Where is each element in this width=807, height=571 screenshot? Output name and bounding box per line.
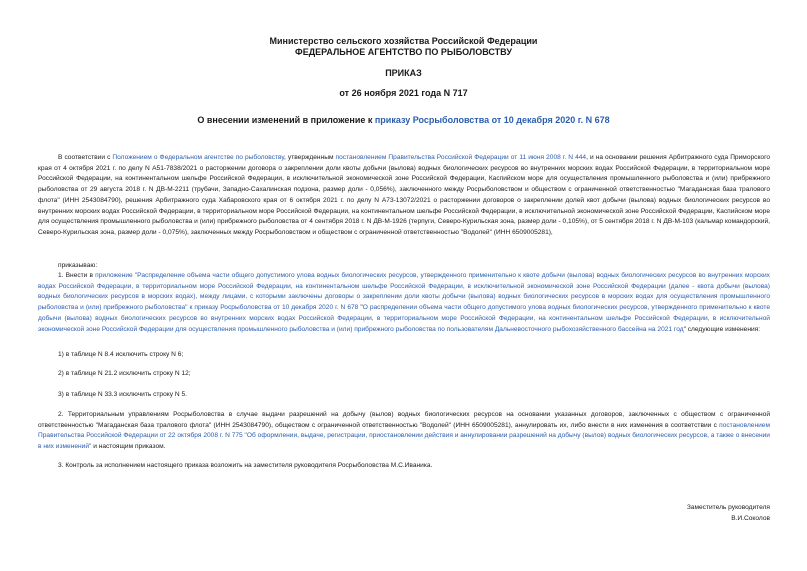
document-date-number: от 26 ноября 2021 года N 717 [339, 88, 468, 98]
government-decree-link[interactable]: постановлением Правительства Российской Федерации от 11 июня 2008 г. N 444 [335, 154, 587, 161]
order-word: приказываю: [58, 262, 98, 269]
order-678-title-link[interactable]: О распределении объема части общего допустимого улова водных биологических ресурсов, утвержденного применительно к квоте добычи (вылова) водных биологических ресурсов во внутренних морских водах Российской Федерации, в территориальном море Российской Федерации, на континентальном шельфе Российской Федерации, в исключительной экономической зоне Российской Федерации для осуществления промышленного рыболовства и (или) прибрежного рыболовства по пользователям Дальневосточного рыбохозяйственного бассейна на 2021 год [38, 304, 770, 333]
item1-text-b: " [358, 304, 363, 312]
order-item-2 [38, 410, 770, 453]
sub-item-3: 3) в таблице N 33.3 исключить строку N 5. [58, 391, 187, 398]
regulation-link[interactable]: Положением о Федеральном агентстве по рыболовству [112, 154, 285, 161]
sub-item-2: 2) в таблице N 21.2 исключить строку N 12; [58, 370, 191, 377]
sub-item-1: 1) в таблице N 8.4 исключить строку N 6; [58, 351, 184, 358]
preamble-text-c: , и на основании решения Арбитражного суда Приморского края от 4 октября 2021 г. по делу N А51-7838/2021 о расторжении договора о закреплении доли квоты добычи (вылова) водных биологических ресурсов во внутренних морских водах Российской Федерации, в территориальном море Российской Федерации, на континентальном шельфе Российской Федерации, в исключительной экономической зоне Российской Федерации, Каспийском море для осуществления промышленного рыболовства и (или) прибрежного рыболовства от 29 августа 2018 г. N ДВ-М-2211 (трубачи, Западно-Сахалинская подзона, размер доли - 0,056%), заключенного между Росрыболовством и обществом с ограниченной ответственностью "Магаданская база тралового флота" (ИНН 2543084790), решения Арбитражного суда Хабаровского края от 6 октября 2021 г. по делу N А73-13072/2021 о расторжении договоров о закреплении долей квот добычи (вылова) водных биологических ресурсов во внутренних морских водах Российской Федерации, в территориальном море Российской Федерации, на континентальном шельфе Российской Федерации, в исключительной экономической зоне Российской Федерации, Каспийском море для осуществления промышленного рыболовства и (или) прибрежного рыболовства от 4 сентября 2018 г. N ДВ-М-1926 (терпуги, Северо-Курильская зона, размер доли - 0,105%), от 5 сентября 2018 г. N ДВ-М-103 (кальмар командорский, Северо-Курильская зона, размер доли - 0,075%), заключенных между Росрыболовством и обществом с ограниченной ответственностью "Водолей" (ИНН 6509005281), [38, 154, 771, 236]
subject-order-link[interactable]: приказу Росрыболовства от 10 декабря 2020 г. N 678 [374, 115, 610, 125]
order-item-1 [38, 271, 770, 335]
preamble-paragraph [38, 153, 770, 239]
decree-775-link[interactable]: постановлением Правительства Российской Федерации от 22 октября 2008 г. N 775 "Об оформлении, выдаче, регистрации, приостановлении действия и аннулировании разрешений на добычу (вылов) водных биологических ресурсов, а также о внесении в них изменений" [38, 421, 770, 451]
agency-heading: ФЕДЕРАЛЬНОЕ АГЕНТСТВО ПО РЫБОЛОВСТВУ [295, 47, 512, 57]
item1-text-c: " следующие изменения: [683, 325, 761, 333]
preamble-text-a: В соответствии с [58, 154, 113, 161]
subject-prefix: О внесении изменений в приложение к [197, 115, 375, 125]
appendix-link[interactable]: приложение "Распределение объема части общего допустимого улова водных биологических ресурсов, утвержденного применительно к квоте добычи (вылова) водных биологических ресурсов во внутренних морских водах Российской Федерации, в территориальном море Российской Федерации, на континентальном шельфе Российской Федерации, в исключительной экономической зоне Российской Федерации (далее - квота добычи (вылова) водных биологических ресурсов в морских водах), между лицами, с которыми заключены договоры о закреплении доли квоты добычи (вылова) водных биологических ресурсов в морских водах для осуществления промышленного рыболовства и (или) прибрежного рыболовства" к приказу Росрыболовства от 10 декабря 2020 г. N 678 [38, 272, 770, 312]
signatory-position: Заместитель руководителя [686, 504, 770, 511]
item1-text-a: 1. Внести в [58, 272, 96, 279]
order-item-3: 3. Контроль за исполнением настоящего приказа возложить на заместителя руководителя Росрыболовства М.С.Иваника. [58, 462, 433, 469]
item2-text-a: 2. Территориальным управлениям Росрыболовства в случае выдачи разрешений на добычу (вылов) водных биологических ресурсов на основании указанных договоров, заключенных с обществом с ограниченной ответственностью "Магаданская база тралового флота" (ИНН 2543084790), обществом с ограниченной ответственностью "Водолей" (ИНН 6509005281), аннулировать их, либо внести в них изменения в соответствии с [38, 411, 770, 429]
document-type-title: ПРИКАЗ [385, 68, 422, 78]
ministry-heading: Министерство сельского хозяйства Российской Федерации [269, 36, 538, 46]
preamble-text-b: , утвержденным [284, 154, 336, 161]
item2-text-b: и настоящим приказом. [91, 443, 166, 451]
signatory-name: В.И.Соколов [731, 515, 770, 522]
document-subject [0, 115, 807, 126]
